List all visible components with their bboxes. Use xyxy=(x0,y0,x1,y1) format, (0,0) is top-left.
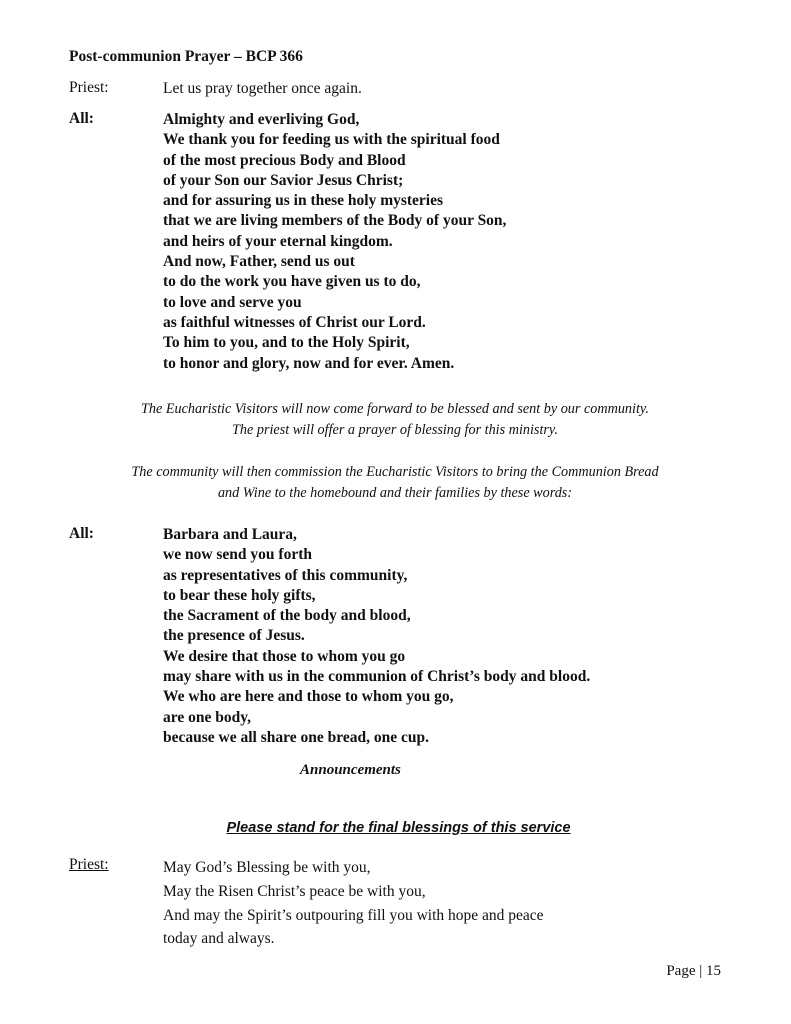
prayer-line: to honor and glory, now and for ever. Amen. xyxy=(163,354,455,372)
speaker-label: All: xyxy=(69,525,94,542)
commission-line: We who are here and those to whom you go, xyxy=(163,688,454,706)
prayer-line: to do the work you have given us to do, xyxy=(163,273,421,291)
blessing-lines xyxy=(163,856,544,951)
blessing-line: May the Risen Christ’s peace be with you, xyxy=(163,882,426,900)
speaker-label: All: xyxy=(69,110,94,127)
announcements-heading: Announcements xyxy=(300,762,401,778)
rubric-line: and Wine to the homebound and their families by these words: xyxy=(217,485,573,501)
commission-line: as representatives of this community, xyxy=(163,566,408,584)
stand-instruction: Please stand for the final blessings of this service xyxy=(226,820,571,836)
commission-line: may share with us in the communion of Christ’s body and blood. xyxy=(163,668,591,686)
prayer-line: to love and serve you xyxy=(163,293,302,311)
prayer-line: of your Son our Savior Jesus Christ; xyxy=(163,171,404,189)
prayer-lines xyxy=(163,110,506,374)
page-number: Page | 15 xyxy=(666,963,721,979)
rubric-line: The priest will offer a prayer of blessing for this ministry. xyxy=(232,422,558,438)
prayer-line: of the most precious Body and Blood xyxy=(163,151,406,169)
prayer-line: Almighty and everliving God, xyxy=(163,111,360,128)
invitation-line: Let us pray together once again. xyxy=(163,80,362,97)
prayer-line: and heirs of your eternal kingdom. xyxy=(163,232,393,250)
prayer-line: as faithful witnesses of Christ our Lord. xyxy=(163,313,426,331)
commission-line: We desire that those to whom you go xyxy=(163,647,406,665)
commission-line: the Sacrament of the body and blood, xyxy=(163,607,411,625)
commission-line: we now send you forth xyxy=(163,546,312,564)
prayer-line: We thank you for feeding us with the spiritual food xyxy=(163,131,500,149)
rubric-line: The community will then commission the Eucharistic Visitors to bring the Communion Bread xyxy=(131,464,659,480)
invitation-text-block xyxy=(163,79,362,99)
rubric-visitors xyxy=(60,399,730,441)
prayer-line: To him to you, and to the Holy Spirit, xyxy=(163,334,410,352)
commission-line: Barbara and Laura, xyxy=(163,526,297,543)
speaker-label: Priest: xyxy=(69,856,109,873)
prayer-line: And now, Father, send us out xyxy=(163,253,355,271)
commission-lines xyxy=(163,525,590,748)
rubric-line: The Eucharistic Visitors will now come forward to be blessed and sent by our community. xyxy=(141,401,649,417)
prayer-line: and for assuring us in these holy mysteries xyxy=(163,192,444,210)
speaker-label: Priest: xyxy=(69,79,109,96)
commission-line: are one body, xyxy=(163,708,251,726)
blessing-line: And may the Spirit’s outpouring fill you with hope and peace xyxy=(163,906,544,924)
commission-line: to bear these holy gifts, xyxy=(163,586,316,604)
prayer-line: that we are living members of the Body of your Son, xyxy=(163,212,507,230)
commission-line: because we all share one bread, one cup. xyxy=(163,728,429,746)
blessing-line: today and always. xyxy=(163,930,275,948)
blessing-line: May God’s Blessing be with you, xyxy=(163,859,371,876)
section-heading: Post-communion Prayer – BCP 366 xyxy=(69,48,303,65)
commission-line: the presence of Jesus. xyxy=(163,627,305,645)
rubric-commission xyxy=(60,462,730,504)
